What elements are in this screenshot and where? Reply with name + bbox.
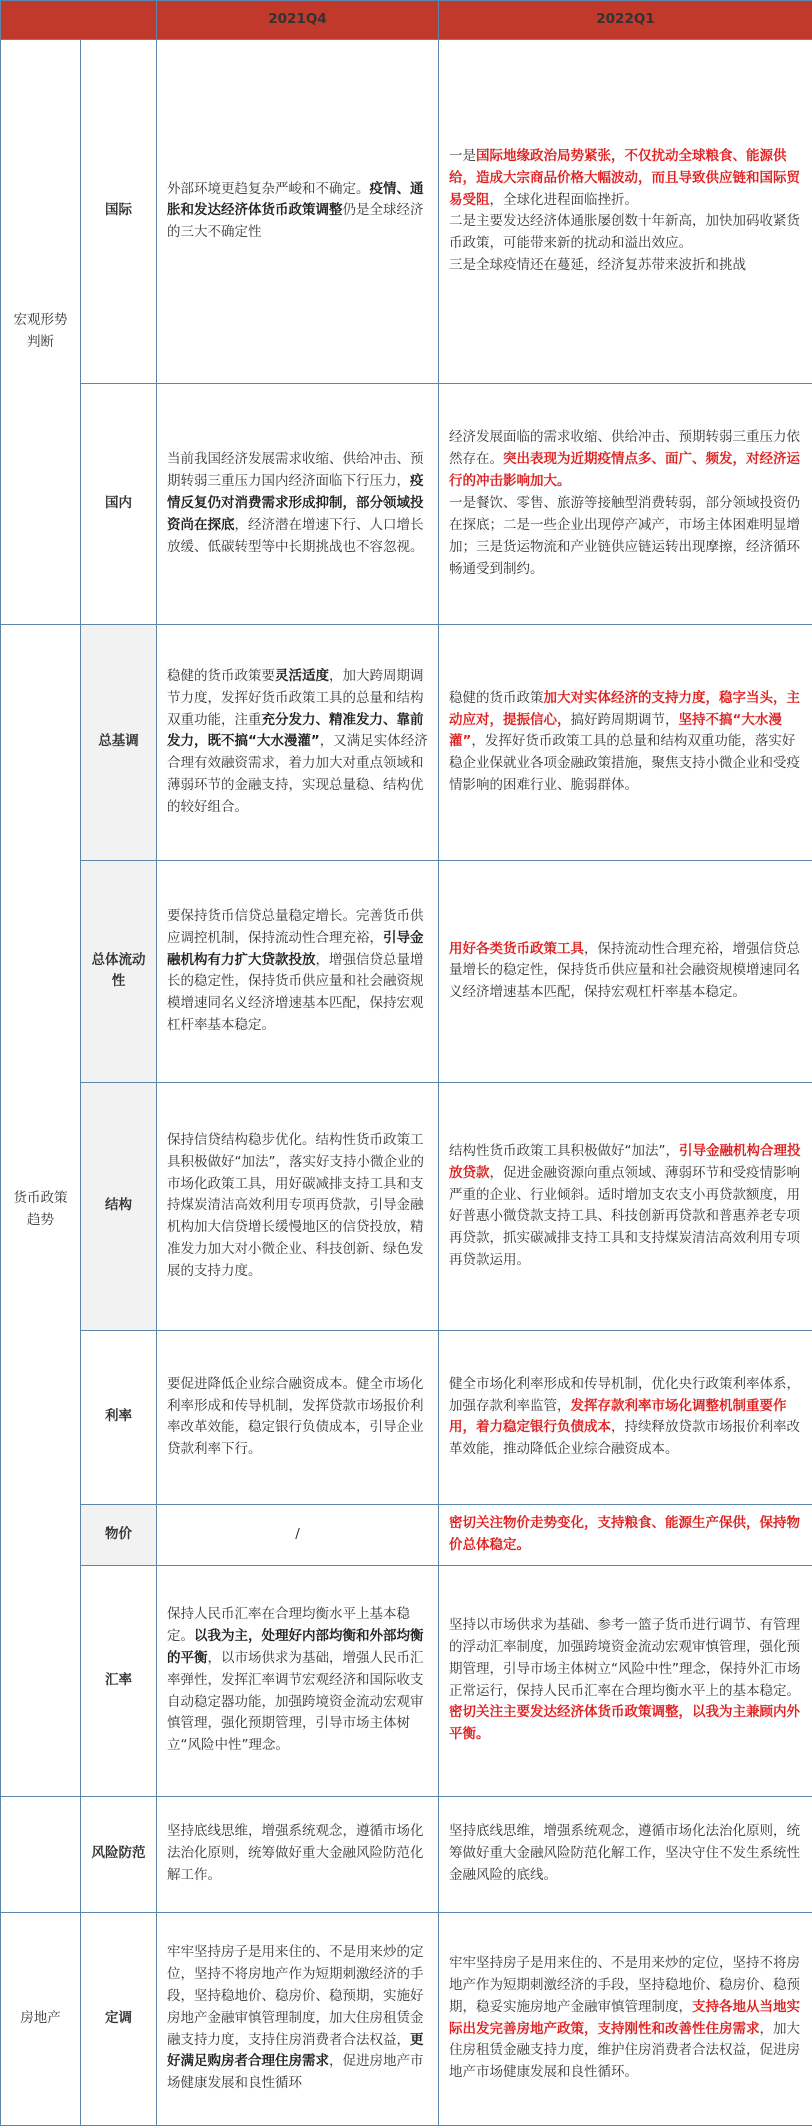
text-segment: ，加大住房租赁金融支持力度，维护住房消费者合法权益，促进房地产市场健康发展和良性循环。 (449, 2020, 800, 2081)
label-price: 物价 (81, 1504, 157, 1565)
structure-q4-cell (157, 1082, 439, 1330)
text-segment: 一是 (449, 147, 476, 164)
text-segment: 发挥存款利率市场化调整机制重要作用，着力稳定银行负债成本 (449, 1397, 787, 1436)
realestate-q1-cell (439, 1912, 812, 2125)
text-segment: 坚持不搞“大水漫灌” (449, 711, 782, 750)
text-segment: ，全球化进程面临挫折。 (489, 191, 638, 208)
label-domestic: 国内 (81, 383, 157, 624)
text-segment: 疫情、通胀和发达经济体货币政策调整 (167, 180, 424, 219)
text-segment: ，加大跨周期调节力度，发挥好货币政策工具的总量和结构双重功能，注重 (167, 667, 424, 728)
text-segment: 突出表现为近期疫情点多、面广、频发，对经济运行的冲击影响加大。 (449, 451, 800, 490)
text-segment: 加大对实体经济的支持力度，稳字当头，主动应对，提振信心， (449, 689, 800, 728)
text-segment: 搞好跨周期调节， (570, 711, 679, 728)
text-segment: 稳健的货币政策 (449, 689, 544, 706)
category-risk-blank (1, 1796, 81, 1912)
text-segment: ，又满足实体经济合理有效融资需求，着力加大对重点领域和薄弱环节的金融支持，实现总量稳、结构优的较好组合。 (167, 733, 428, 815)
row-overall (1, 624, 812, 860)
text-segment: 用好各类货币政策工具 (449, 940, 584, 957)
rate-q4-cell (157, 1330, 439, 1504)
text-segment: 支持各地从当地实际出发完善房地产政策，支持刚性和改善性住房需求 (449, 1998, 800, 2037)
text-segment: 引导金融机构合理投放贷款 (449, 1142, 801, 1181)
liquidity-q4-cell (157, 860, 439, 1082)
row-realestate (1, 1912, 812, 2125)
label-fx: 汇率 (81, 1565, 157, 1796)
row-rate (1, 1330, 812, 1504)
risk-q4-cell: 坚持底线思维，增强系统观念，遵循市场化法治化原则，统筹做好重大金融风险防范化解工作。 (157, 1796, 439, 1912)
price-q4-cell: / (157, 1504, 439, 1565)
text-segment: ，保持流动性合理充裕，增强信贷总量增长的稳定性，保持货币供应量和社会融资规模增速同名义经济增速基本匹配，保持宏观杠杆率基本稳定。 (449, 940, 800, 1001)
header-2021q4: 2021Q4 (157, 1, 439, 40)
text-segment: 要保持货币信贷总量稳定增长。完善货币供应调控机制，保持流动性合理充裕， (167, 907, 424, 946)
header-blank (1, 1, 157, 40)
text-segment: 牢牢坚持房子是用来住的、不是用来炒的定位，坚持不将房地产作为短期刺激经济的手段，坚持稳地价、稳房价、稳预期，稳妥实施房地产金融审慎管理制度， (449, 1955, 800, 2015)
row-price (1, 1504, 812, 1565)
text-segment: 密切关注物价走势变化，支持粮食、能源生产保供，保持物价总体稳定。 (449, 1514, 800, 1553)
text-segment: 当前我国经济发展需求收缩、供给冲击、预期转弱三重压力国内经济面临下行压力， (167, 451, 424, 490)
text-segment: ，发挥好货币政策工具的总量和结构双重功能，落实好稳企业保就业各项金融政策措施，聚焦支持小微企业和受疫情影响的困难行业、脆弱群体。 (449, 733, 800, 794)
text-segment: 健全市场化利率形成和传导机制，优化央行政策利率体系，加强存款利率监管， (449, 1375, 800, 1414)
text-segment: 以我为主，处理好内部均衡和外部均衡的平衡 (167, 1627, 424, 1666)
price-q1-cell (439, 1504, 812, 1565)
text-segment: 疫情反复仍对消费需求形成抑制，部分领域投资尚在探底 (167, 473, 424, 533)
text-segment: 仍是全球经济的三大不确定性 (167, 202, 424, 241)
label-realestate: 定调 (81, 1912, 157, 2125)
domestic-q1-para-2: 一是餐饮、零售、旅游等接触型消费转弱，部分领域投资仍在探底；二是一些企业出现停产减产，市场主体困难明显增加；三是货运物流和产业链供应链运转出现摩擦，经济循环畅通受到制约。 (449, 494, 800, 577)
text-segment: ，经济潜在增速下行、人口增长放缓、低碳转型等中长期挑战也不容忽视。 (167, 516, 424, 555)
text-segment: 保持信贷结构稳步优化。结构性货币政策工具积极做好“加法”，落实好支持小微企业的市场化政策工具，用好碳减排支持工具和支持煤炭清洁高效利用专项再贷款，引导金融机构加大信贷增长缓慢地区的信贷投放，精准发力加大对小微企业、科技创新、绿色发展的支持力度。 (167, 1131, 424, 1279)
text-segment: ，持续释放贷款市场报价利率改革效能，推动降低企业综合融资成本。 (449, 1419, 800, 1458)
text-segment: 国际地缘政治局势紧张，不仅扰动全球粮食、能源供给，造成大宗商品价格大幅波动，而且导致供应链和国际贸易受阻 (449, 147, 800, 208)
header-2022q1: 2022Q1 (439, 1, 812, 40)
row-structure (1, 1082, 812, 1330)
text-segment: ，促进金融资源向重点领域、薄弱环节和受疫情影响严重的企业、行业倾斜。适时增加支农支小再贷款额度，用好普惠小微贷款支持工具、科技创新再贷款和普惠养老专项再贷款，抓实碳减排支持工具和支持煤炭清洁高效利用专项再贷款运用。 (449, 1164, 800, 1269)
text-segment: 更好满足购房者合理住房需求 (167, 2031, 424, 2070)
text-segment: 充分发力、精准发力、靠前发力，既不搞“大水漫灌” (167, 711, 424, 750)
label-intl: 国际 (81, 39, 157, 383)
domestic-q1-para-1 (449, 427, 802, 493)
overall-q4-cell (157, 624, 439, 860)
rate-q1-cell (439, 1330, 812, 1504)
text-segment: 保持人民币汇率在合理均衡水平上基本稳定。 (167, 1606, 410, 1644)
liquidity-q1-cell (439, 860, 812, 1082)
row-intl (1, 39, 812, 383)
label-structure: 结构 (81, 1082, 157, 1330)
text-segment: 引导金融机构有力扩大贷款投放 (167, 929, 424, 968)
intl-q1-para-3: 三是全球疫情还在蔓延，经济复苏带来波折和挑战 (449, 257, 746, 274)
text-segment: ，增强信贷总量增长的稳定性，保持货币供应量和社会融资规模增速同名义经济增速基本匹配，保持宏观杠杆率基本稳定。 (167, 951, 424, 1034)
text-segment: ，促进房地产市场健康发展和良性循环 (167, 2053, 424, 2092)
row-domestic (1, 383, 812, 624)
header-row (1, 1, 812, 40)
text-segment: 牢牢坚持房子是用来住的、不是用来炒的定位，坚持不将房地产作为短期刺激经济的手段，坚持稳地价、稳房价、稳预期，实施好房地产金融审慎管理制度，加大住房租赁金融支持力度，支持住房消费者合法权益， (167, 1944, 424, 2048)
row-fx (1, 1565, 812, 1796)
text-segment: 坚持以市场供求为基础、参考一篮子货币进行调节、有管理的浮动汇率制度，加强跨境资金流动宏观审慎管理，强化预期管理，引导市场主体树立“风险中性”理念，保持外汇市场正常运行，保持人民币汇率在合理均衡水平上的基本稳定。 (449, 1617, 801, 1699)
intl-q1-para-2: 二是主要发达经济体通胀屡创数十年新高，加快加码收紧货币政策，可能带来新的扰动和溢出效应。 (449, 213, 800, 252)
text-segment: 密切关注主要发达经济体货币政策调整，以我为主兼顾内外平衡。 (449, 1704, 800, 1743)
text-segment: 外部环境更趋复杂严峻和不确定。 (167, 180, 370, 197)
intl-q1-para-1 (449, 146, 802, 212)
overall-q1-cell (439, 624, 812, 860)
realestate-q4-cell (157, 1912, 439, 2125)
label-liquidity: 总体流动性 (81, 860, 157, 1082)
fx-q1-cell (439, 1565, 812, 1796)
text-segment: 灵活适度 (275, 667, 329, 684)
structure-q1-cell (439, 1082, 812, 1330)
text-segment: 稳健的货币政策要 (167, 667, 275, 684)
label-rate: 利率 (81, 1330, 157, 1504)
category-macro: 宏观形势判断 (1, 39, 81, 624)
text-segment: 经济发展面临的需求收缩、供给冲击、预期转弱三重压力依然存在。 (449, 429, 800, 468)
label-overall: 总基调 (81, 624, 157, 860)
category-monetary: 货币政策趋势 (1, 624, 81, 1796)
intl-q4-cell (157, 39, 439, 383)
category-realestate: 房地产 (1, 1912, 81, 2125)
fx-q4-cell (157, 1565, 439, 1796)
label-risk: 风险防范 (81, 1796, 157, 1912)
row-liquidity (1, 860, 812, 1082)
intl-q1-cell (439, 39, 812, 383)
text-segment: 要促进降低企业综合融资成本。健全市场化利率形成和传导机制，发挥贷款市场报价利率改革效能，稳定银行负债成本，引导企业贷款利率下行。 (167, 1375, 424, 1458)
text-segment: 结构性货币政策工具积极做好“加法”， (449, 1142, 679, 1159)
domestic-q1-cell (439, 383, 812, 624)
row-risk (1, 1796, 812, 1912)
domestic-q4-cell (157, 383, 439, 624)
risk-q1-cell: 坚持底线思维，增强系统观念，遵循市场化法治化原则，统筹做好重大金融风险防范化解工作，坚决守住不发生系统性金融风险的底线。 (439, 1796, 812, 1912)
text-segment: ，以市场供求为基础，增强人民币汇率弹性，发挥汇率调节宏观经济和国际收支自动稳定器功能，加强跨境资金流动宏观审慎管理，强化预期管理，引导市场主体树立“风险中性”理念。 (167, 1649, 424, 1754)
